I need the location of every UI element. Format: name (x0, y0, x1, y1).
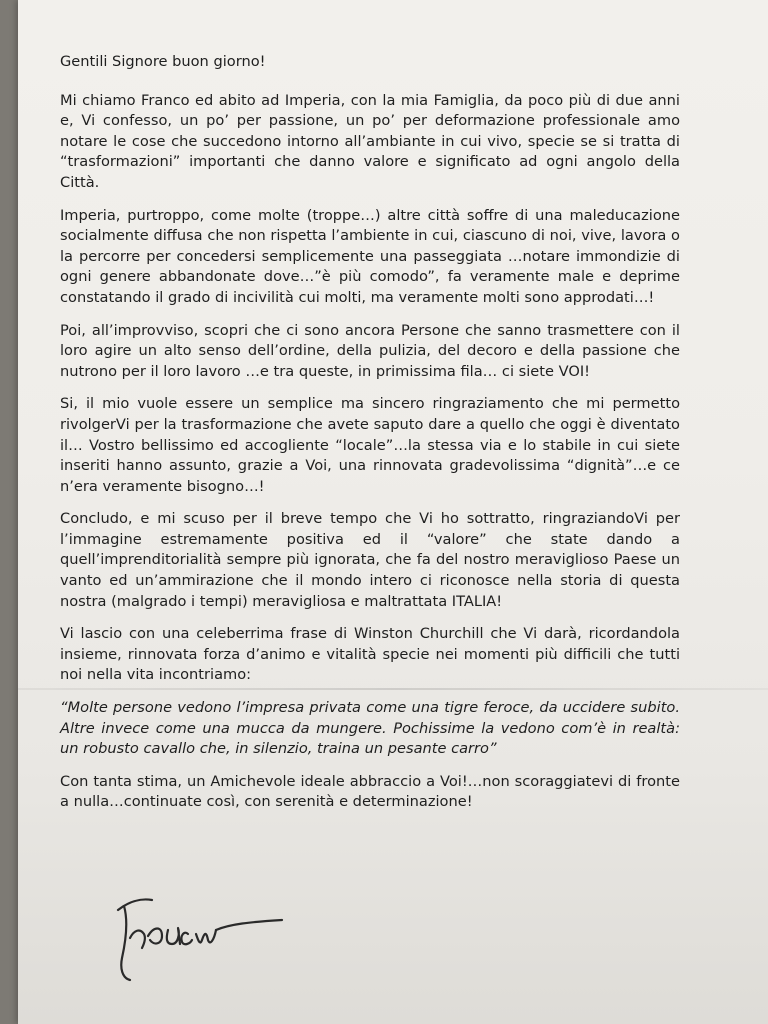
letter-body (60, 52, 680, 825)
churchill-quote: “Molte persone vedono l’impresa privata come una tigre feroce, da uccidere subito. Altre invece come una mucca da mungere. Pochissime la vedono com’è in realtà: un robusto cavallo che, in silenzio, traina un pesante carro” (60, 699, 680, 758)
letter-paragraph-intro: Mi chiamo Franco ed abito ad Imperia, con la mia Famiglia, da poco più di due anni e, Vi confesso, un po’ per passione, un po’ per deformazione professionale amo notare le cose che succedono intorno all’ambiante in cui vivo, specie se si tratta di “trasformazioni” importanti che danno valore e significato ad ogni angolo della Città. (60, 91, 680, 191)
letter-paragraph-discovery: Poi, all’improvviso, scopri che ci sono ancora Persone che sanno trasmettere con il loro agire un alto senso dell’ordine, della pulizia, del decoro e della passione che nutrono per il loro lavoro …e tra queste, in primissima fila… ci siete VOI! (60, 321, 680, 380)
letter-paragraph-conclusion: Concludo, e mi scuso per il breve tempo che Vi ho sottratto, ringraziandoVi per l’immagine estremamente positiva ed il “valore” che state dando a quell’imprenditorialità sempre più ignorata, che fa del nostro meraviglioso Paese un vanto ed un’ammirazione che il mondo intero ci riconosce nella storia di questa nostra (malgrado i tempi) meravigliosa e maltrattata ITALIA! (60, 510, 680, 610)
handwritten-signature (100, 880, 300, 990)
letter-greeting: Gentili Signore buon giorno! (60, 53, 266, 70)
letter-paragraph-churchill-intro: Vi lascio con una celeberrima frase di Winston Churchill che Vi darà, ricordandola insieme, rinnovata forza d’animo e vitalità specie nei momenti più difficili che tutti noi nella vita incontriamo: (60, 625, 680, 684)
letter-paragraph-thanks: Si, il mio vuole essere un semplice ma sincero ringraziamento che mi permetto rivolgerVi per la trasformazione che avete saputo dare a quello che oggi è diventato il… Vostro bellissimo ed accogliente “locale”…la stessa via e lo stabile in cui siete inseriti hanno assunto, grazie a Voi, una rinnovata gradevolissima “dignità”…e ce n’era veramente bisogno…! (60, 395, 680, 495)
letter-paragraph-city-problem: Imperia, purtroppo, come molte (troppe…) altre città soffre di una maleducazione socialmente diffusa che non rispetta l’ambiente in cui, ciascuno di noi, vive, lavora o la percorre per concedersi semplicemente una passeggiata …notare immondizie di ogni genere abbandonate dove…”è più comodo”, fa veramente male e deprime constatando il grado di incivilità cui molti, ma veramente molti sono approdati…! (60, 206, 680, 306)
letter-closing: Con tanta stima, un Amichevole ideale abbraccio a Voi!…non scoraggiatevi di fronte a nulla…continuate così, con serenità e determinazione! (60, 772, 680, 811)
